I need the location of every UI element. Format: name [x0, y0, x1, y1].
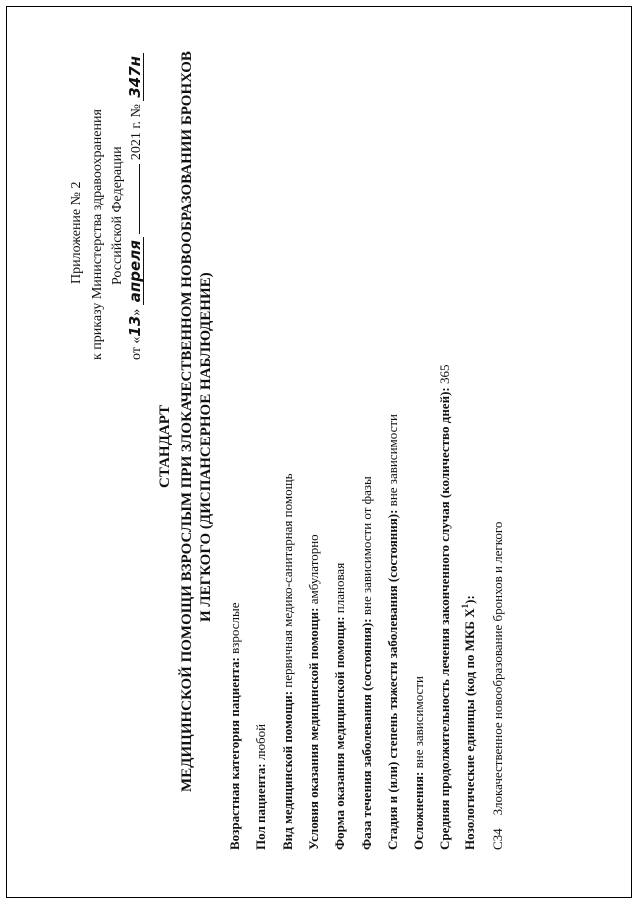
annex-date-line: от «13» апреля 2021 г. № 347н — [128, 53, 144, 360]
field-disease-phase: Фаза течения заболевания (состояния): вне зависимости от фазы — [359, 476, 374, 850]
icd-code: C34 — [490, 828, 505, 850]
field-care-form: Форма оказания медицинской помощи: плановая — [332, 562, 347, 850]
nosology-row — [491, 522, 504, 850]
icd-name: Злокачественное новообразование бронхов и легкого — [490, 521, 505, 816]
document-title: СТАНДАРТ — [157, 404, 173, 488]
document-subtitle-line2: И ЛЕГКОГО (ДИСПАНСЕРНОЕ НАБЛЮДЕНИЕ) — [198, 272, 214, 622]
footnote-marker: 1 — [460, 603, 470, 609]
field-average-duration: Средняя продолжительность лечения законченного случая (количество дней): 365 — [437, 364, 452, 850]
nosology-header: Нозологические единицы (код по МКБ $X^1$): — [460, 595, 477, 850]
field-disease-stage: Стадия и (или) степень тяжести заболевания (состояния): вне зависимости — [385, 414, 400, 850]
document-subtitle-line1: МЕДИЦИНСКОЙ ПОМОЩИ ВЗРОСЛЫМ ПРИ ЗЛОКАЧЕСТВЕННОМ НОВООБРАЗОВАНИИ БРОНХОВ — [179, 51, 195, 792]
field-care-conditions: Условия оказания медицинской помощи: амбулаторно — [306, 534, 321, 850]
handwritten-month: апреля — [128, 237, 144, 305]
handwritten-order-number: 347н — [128, 53, 144, 101]
annex-title: Приложение № 2 — [69, 181, 84, 284]
field-complications: Осложнения: вне зависимости — [411, 676, 426, 850]
handwritten-day: 13 — [126, 315, 144, 337]
field-care-type: Вид медицинской помощи: первичная медико-санитарная помощь — [280, 473, 295, 850]
field-sex: Пол пациента: любой — [253, 723, 268, 850]
field-age-category: Возрастная категория пациента: взрослые — [227, 602, 242, 850]
annex-order-line: к приказу Министерства здравоохранения — [90, 109, 105, 360]
annex-federation-line: Российской Федерации — [110, 146, 125, 285]
date-blank-line — [139, 164, 140, 234]
